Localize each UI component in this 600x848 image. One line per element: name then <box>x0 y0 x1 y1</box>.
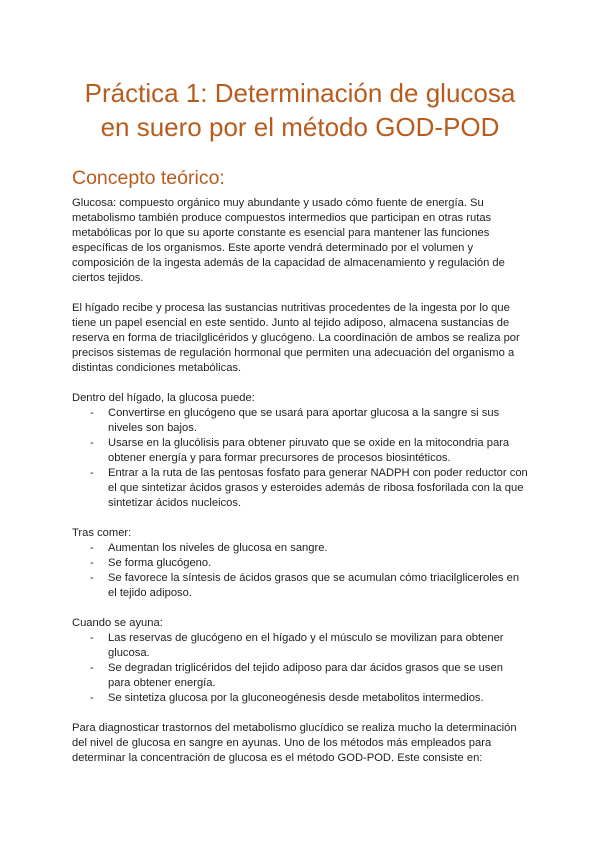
list-item-text: Se sintetiza glucosa por la gluconeogénesis desde metabolitos intermedios. <box>108 692 484 704</box>
bullet-dash: - <box>90 437 94 449</box>
paragraph-ayuno: Cuando se ayuna: <box>72 617 163 629</box>
list-item-text: Se degradan triglicéridos del tejido adiposo para dar ácidos grasos que se usen para obtener energía. <box>108 662 503 689</box>
paragraph-higado-intro: Dentro del hígado, la glucosa puede: <box>72 392 255 404</box>
paragraph-glucosa: Glucosa: compuesto orgánico muy abundante y usado cómo fuente de energía. Su metabolismo también produce compuestos intermedios que participan en otras rutas metabólicas por lo que su aporte constante es esencial para mantener las funciones específicas de los organismos. Este aporte vendrá determinado por el volumen y composición de la ingesta además de la capacidad de almacenamiento y regulación de ciertos tejidos. <box>72 197 505 284</box>
document-title <box>72 0 528 144</box>
list-item <box>90 631 528 661</box>
list-item-text: Las reservas de glucógeno en el hígado y el músculo se movilizan para obtener glucosa. <box>108 632 504 659</box>
list-item <box>90 541 528 556</box>
bullet-dash: - <box>90 467 94 479</box>
bullet-dash: - <box>90 557 94 569</box>
list-item-text: Se favorece la síntesis de ácidos grasos que se acumulan cómo triacilgliceroles en el tejido adiposo. <box>108 572 520 599</box>
bullet-dash: - <box>90 632 94 644</box>
bullet-dash: - <box>90 662 94 674</box>
bullet-dash: - <box>90 572 94 584</box>
list-item <box>90 436 528 466</box>
list-item <box>90 466 528 511</box>
title-line-1: Práctica 1: Determinación de glucosa <box>84 78 516 108</box>
bullet-dash: - <box>90 692 94 704</box>
list-item-text: Entrar a la ruta de las pentosas fosfato para generar NADPH con poder reductor con el que sintetizar ácidos grasos y esteroides además de ribosa fosforilada con la que sintetizar ácidos nucleicos. <box>108 467 528 509</box>
list-item <box>90 406 528 436</box>
list-item-text: Convertirse en glucógeno que se usará para aportar glucosa a la sangre si sus niveles son bajos. <box>108 407 500 434</box>
paragraph-higado: El hígado recibe y procesa las sustancias nutritivas procedentes de la ingesta por lo que tiene un papel esencial en este sentido. Junto al tejido adiposo, almacena sustancias de reserva en forma de triacilglicéridos y glucógeno. La coordinación de ambos se realiza por precisos sistemas de regulación hormonal que permiten una adecuación del organismo a distintas condiciones metabólicas. <box>72 302 520 374</box>
list-item-text: Usarse en la glucólisis para obtener piruvato que se oxide en la mitocondria para obtener energía y para formar precursores de procesos biosintéticos. <box>108 437 510 464</box>
list-tras-comer <box>72 541 528 601</box>
list-item <box>90 661 528 691</box>
bullet-dash: - <box>90 542 94 554</box>
list-item-text: Se forma glucógeno. <box>108 557 212 569</box>
list-ayuno <box>72 631 528 706</box>
list-item-text: Aumentan los niveles de glucosa en sangre. <box>108 542 328 554</box>
bullet-dash: - <box>90 407 94 419</box>
paragraph-diagnostico: Para diagnosticar trastornos del metabolismo glucídico se realiza mucho la determinación del nivel de glucosa en sangre en ayunas. Uno de los métodos más empleados para determinar la concentración de glucosa es el método GOD-POD. Este consiste en: <box>72 722 517 764</box>
list-item <box>90 571 528 601</box>
list-item <box>90 556 528 571</box>
section-heading: Concepto teórico: <box>72 167 225 189</box>
list-higado <box>72 406 528 511</box>
paragraph-tras-comer: Tras comer: <box>72 527 132 539</box>
list-item <box>90 691 528 706</box>
title-line-2: en suero por el método GOD-POD <box>100 112 500 142</box>
